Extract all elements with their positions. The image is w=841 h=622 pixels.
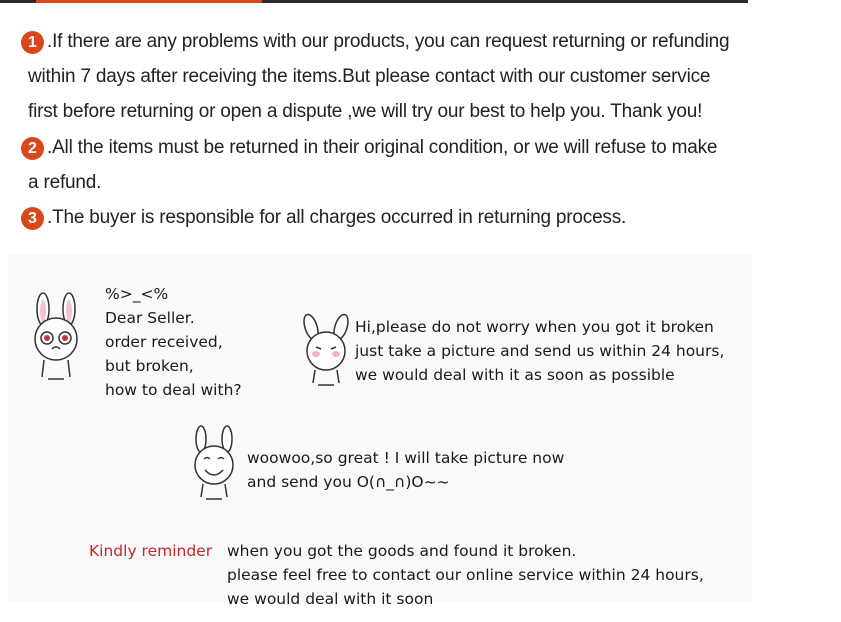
buyer-emote: %>_<%: [105, 285, 169, 303]
buyer-line-2: order received,: [105, 333, 223, 351]
reminder-line-2: please feel free to contact our online service within 24 hours,: [227, 566, 704, 584]
number-badge-3: 3: [21, 207, 44, 230]
seller-line-3: we would deal with it as soon as possible: [355, 366, 675, 384]
buyer-line-4: how to deal with?: [105, 381, 242, 399]
happy-bunny-icon: [186, 425, 242, 501]
crying-bunny-icon: [28, 291, 84, 383]
policy-item-1-line-2: within 7 days after receiving the items.But please contact with our customer service: [28, 66, 711, 87]
reminder-line-1: when you got the goods and found it broken.: [227, 542, 577, 560]
buyer-reply-line-1: woowoo,so great ! I will take picture now: [247, 449, 565, 467]
blushing-bunny-icon: [298, 313, 354, 387]
comic-panel: [8, 255, 752, 608]
number-badge-1: 1: [21, 31, 44, 54]
top-divider-accent: [36, 0, 262, 3]
policy-item-1-line-3: first before returning or open a dispute ,we will try our best to help you. Thank you!: [28, 101, 703, 122]
reminder-line-3: we would deal with it soon: [227, 590, 434, 608]
seller-line-2: just take a picture and send us within 24 hours,: [355, 342, 725, 360]
buyer-line-1: Dear Seller.: [105, 309, 195, 327]
policy-item-1-line-1: .If there are any problems with our products, you can request returning or refunding: [47, 31, 730, 52]
buyer-line-3: but broken,: [105, 357, 194, 375]
kindly-reminder-label: Kindly reminder: [89, 542, 213, 560]
policy-item-3-line-1: .The buyer is responsible for all charges occurred in returning process.: [47, 207, 627, 228]
seller-line-1: Hi,please do not worry when you got it broken: [355, 318, 714, 336]
policy-item-2-line-1: .All the items must be returned in their original condition, or we will refuse to make: [47, 137, 718, 158]
buyer-reply-line-2: and send you O(∩_∩)O~~: [247, 473, 450, 491]
number-badge-2: 2: [21, 137, 44, 160]
policy-item-2-line-2: a refund.: [28, 172, 102, 193]
